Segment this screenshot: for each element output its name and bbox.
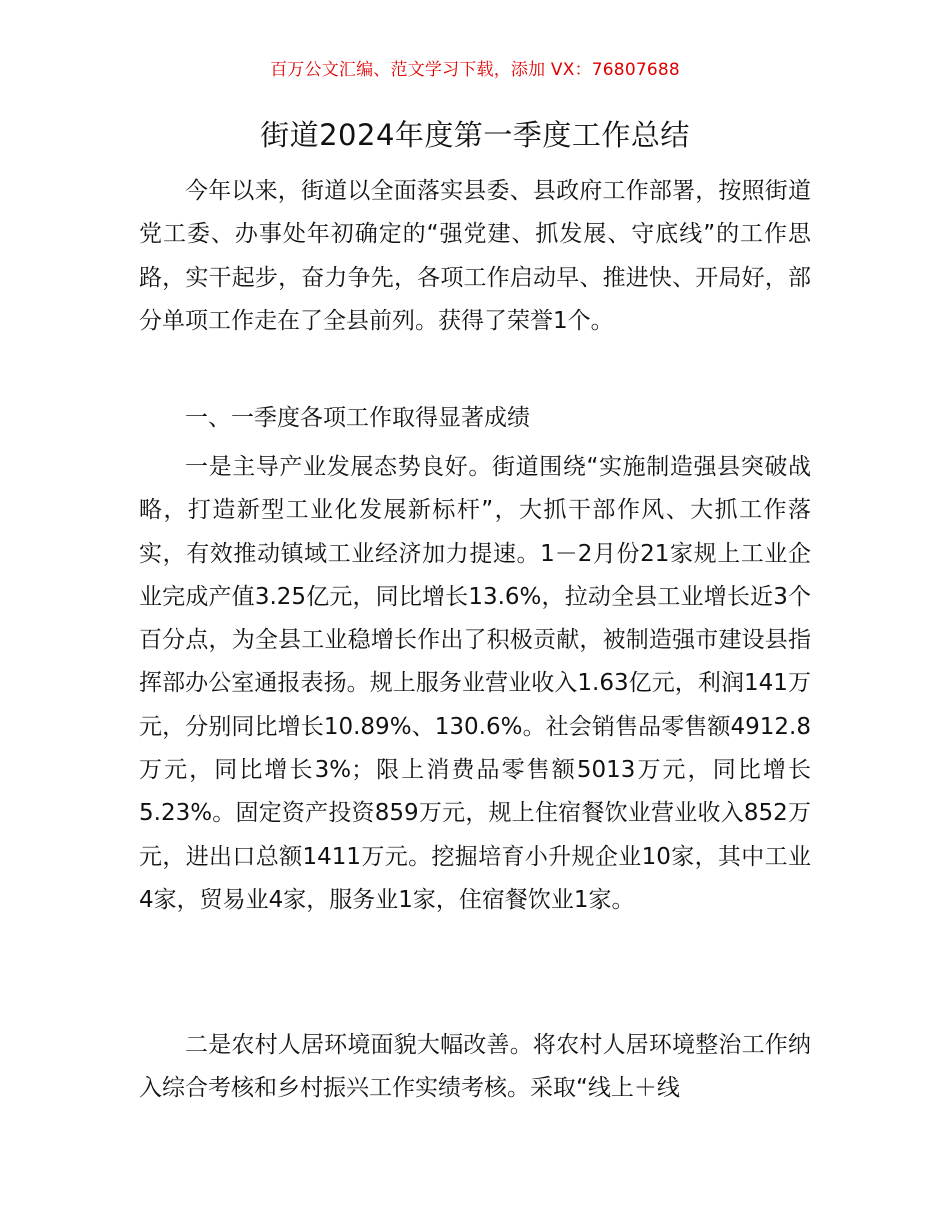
paragraph-industry: 一是主导产业发展态势良好。街道围绕“实施制造强县突破战略，打造新型工业化发展新标杆”，大抓干部作风、大抓工作落实，有效推动镇域工业经济加力提速。1－2月份21家规上工业企业完成产值3.25亿元，同比增长13.6%，拉动全县工业增长近3个百分点，为全县工业稳增长作出了积极贡献，被制造强市建设县指挥部办公室通报表扬。规上服务业营业收入1.63亿元，利润141万元，分别同比增长10.89%、130.6%。社会销售品零售额4912.8万元，同比增长3%；限上消费品零售额5013万元，同比增长5.23%。固定资产投资859万元，规上住宿餐饮业营业收入852万元，进出口总额1411万元。挖掘培育小升规企业10家，其中工业4家，贸易业4家，服务业1家，住宿餐饮业1家。 [139, 454, 811, 913]
header-watermark-note: 百万公文汇编、范文学习下载，添加 VX：76807688 [270, 60, 680, 80]
paragraph-rural-environment: 二是农村人居环境面貌大幅改善。将农村人居环境整治工作纳入综合考核和乡村振兴工作实绩考核。采取“线上＋线 [139, 1032, 811, 1102]
document-title: 街道2024年度第一季度工作总结 [260, 118, 690, 152]
section-heading: 一、一季度各项工作取得显著成绩 [185, 405, 530, 431]
paragraph-intro: 今年以来，街道以全面落实县委、县政府工作部署，按照街道党工委、办事处年初确定的“强党建、抓发展、守底线”的工作思路，实干起步，奋力争先，各项工作启动早、推进快、开局好，部分单项工作走在了全县前列。获得了荣誉1个。 [139, 178, 811, 334]
